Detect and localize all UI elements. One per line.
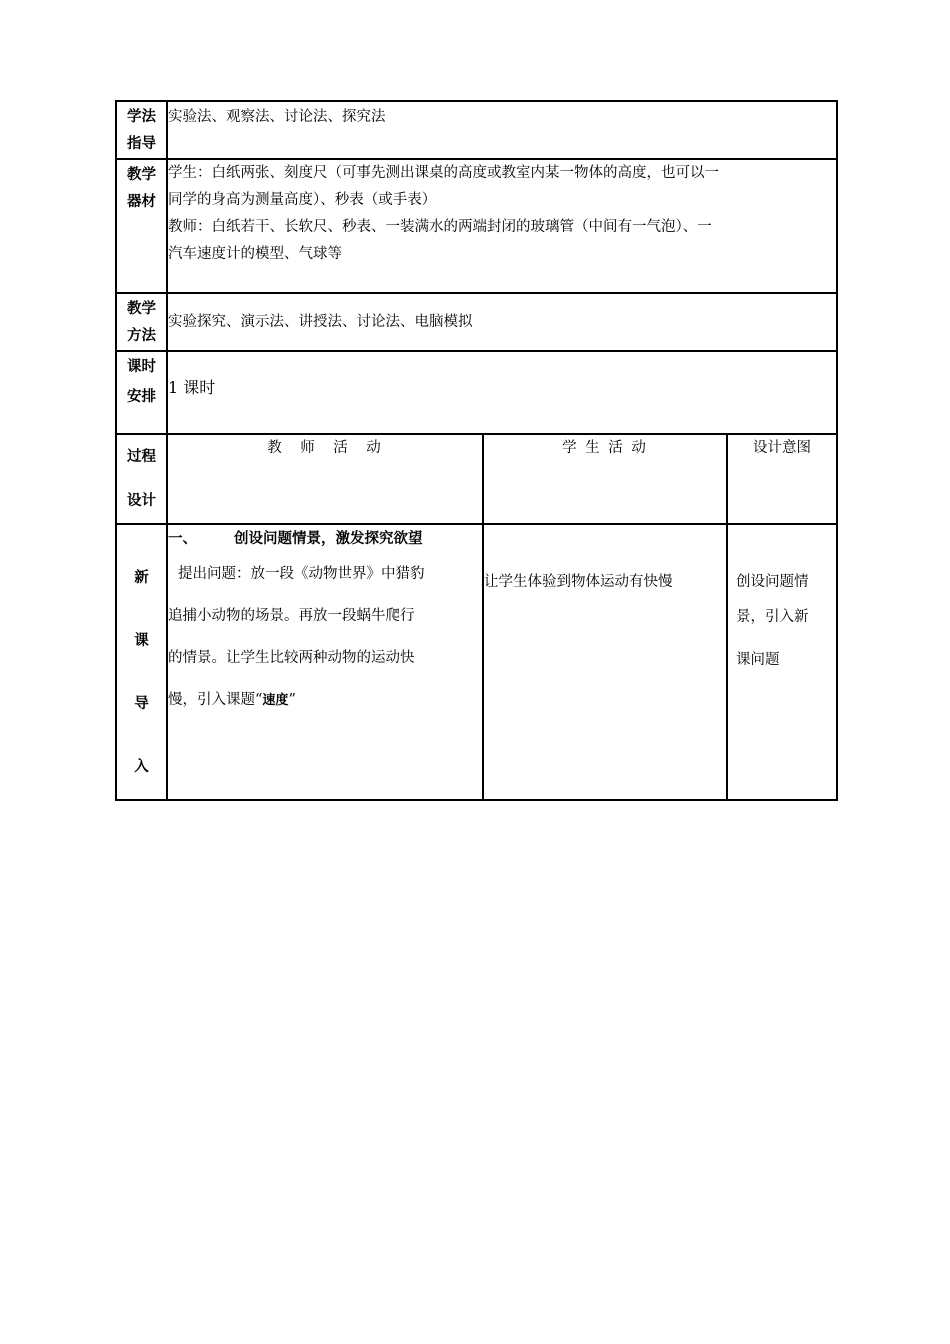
student-activity-intro: 让学生体验到物体运动有快慢 xyxy=(483,524,727,800)
topic-speed: 速度 xyxy=(262,693,289,708)
content-materials: 学生：白纸两张、刻度尺（可事先测出课桌的高度或教室内某一物体的高度，也可以一 同学的身高为测量高度）、秒表（或手表） 教师：白纸若干、长软尺、秒表、一装满水的两端封闭的玻璃管（中间有一气泡）、一 汽车速度计的模型、气球等 xyxy=(167,159,837,293)
lesson-plan-table xyxy=(115,100,838,801)
row-process-header xyxy=(116,434,837,524)
label-teaching-method: 教学 方法 xyxy=(116,293,167,351)
intro-heading: 一、 创设问题情景，激发探究欲望 xyxy=(168,531,423,547)
label-study-method: 学法 指导 xyxy=(116,101,167,159)
row-teaching-method xyxy=(116,293,837,351)
header-student-activity: 学 生 活 动 xyxy=(483,434,727,524)
teacher-activity-intro: 一、 创设问题情景，激发探究欲望 提出问题：放一段《动物世界》中猎豹 追捕小动物的场景。再放一段蜗牛爬行 的情景。让学生比较两种动物的运动快 慢，引入课题“速度” xyxy=(167,524,483,800)
content-study-method: 实验法、观察法、讨论法、探究法 xyxy=(167,101,837,159)
label-materials: 教学 器材 xyxy=(116,159,167,293)
content-teaching-method: 实验探究、演示法、讲授法、讨论法、电脑模拟 xyxy=(167,293,837,351)
design-intent-intro: 创设问题情 景，引入新 课问题 xyxy=(727,524,837,800)
row-intro xyxy=(116,524,837,800)
label-process: 过程 设计 xyxy=(116,434,167,524)
content-schedule: 1 课时 xyxy=(167,351,837,434)
header-teacher-activity: 教 师 活 动 xyxy=(167,434,483,524)
intro-last-line: 慢，引入课题“速度” xyxy=(168,692,296,708)
label-intro: 新 课 导 入 xyxy=(116,524,167,800)
label-schedule: 课时 安排 xyxy=(116,351,167,434)
row-materials xyxy=(116,159,837,293)
row-schedule xyxy=(116,351,837,434)
header-design-intent: 设计意图 xyxy=(727,434,837,524)
row-study-method xyxy=(116,101,837,159)
